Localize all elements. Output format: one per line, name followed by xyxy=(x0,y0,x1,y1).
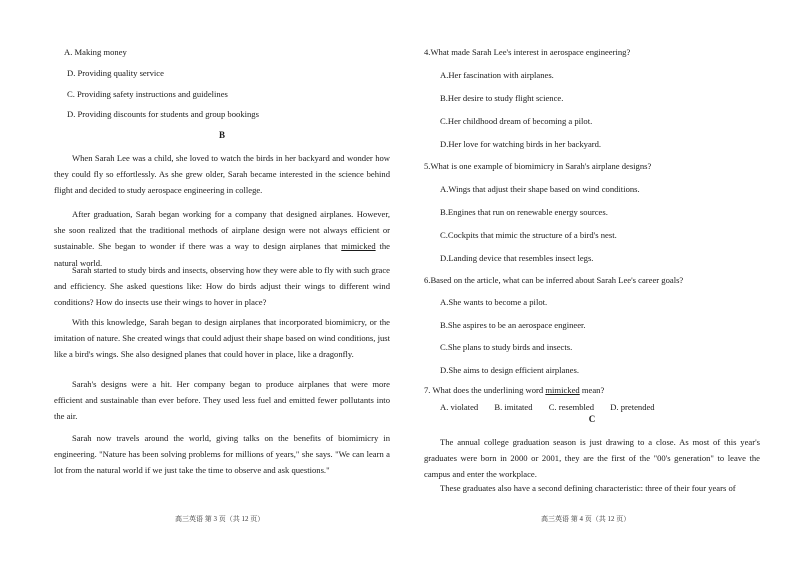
question-5-option-b: B.Engines that run on renewable energy sources. xyxy=(440,207,608,217)
question-5-option-c: C.Cockpits that mimic the structure of a bird's nest. xyxy=(440,230,617,240)
question-4-stem: 4.What made Sarah Lee's interest in aerospace engineering? xyxy=(424,47,631,57)
question-5-option-d: D.Landing device that resembles insect legs. xyxy=(440,253,594,263)
section-heading-c: C xyxy=(588,414,596,424)
question-6-stem: 6.Based on the article, what can be inferred about Sarah Lee's career goals? xyxy=(424,275,684,285)
question-7-stem xyxy=(424,385,604,395)
question-4-option-b: B.Her desire to study flight science. xyxy=(440,93,564,103)
question-5-stem: 5.What is one example of biomimicry in Sarah's airplane designs? xyxy=(424,161,652,171)
question-6-option-b: B.She aspires to be an aerospace engineer. xyxy=(440,320,586,330)
question-4-option-d: D.Her love for watching birds in her backyard. xyxy=(440,139,602,149)
page-footer-right: 高三英语 第 4 页（共 12 页） xyxy=(541,515,631,523)
question-7-option-b: B. imitated xyxy=(494,402,533,412)
question-6-option-d: D.She aims to design efficient airplanes. xyxy=(440,365,579,375)
question-7-options xyxy=(440,402,669,412)
paragraph-4: With this knowledge, Sarah began to design airplanes that incorporated biomimicry, or the imitation of nature. She created wings that could adjust their shape based on wind conditions, just like a bird's wings. She also designed planes that could hover in place, like a dragonfly. xyxy=(54,317,390,360)
question-7-mimicked: mimicked xyxy=(545,385,580,395)
paragraph-3: Sarah started to study birds and insects, observing how they were able to fly with such grace and efficiency. She asked questions like: How do birds adjust their wings to different wind conditions? How do insects use their wings to hover in place? xyxy=(54,265,390,308)
option-d-quality-service: D. Providing quality service xyxy=(67,68,164,78)
question-7-prefix: 7. What does the underlining word xyxy=(424,385,546,395)
paragraph-c-2: These graduates also have a second defining characteristic: three of their four years of xyxy=(440,483,736,493)
question-6-option-a: A.She wants to become a pilot. xyxy=(440,297,548,307)
paragraph-2-before: After graduation, Sarah began working for a company that designed airplanes. However, she soon realized that the traditional methods of airplane design were not always efficient or sustainable. She began to wonder if there was a way to design airplanes that xyxy=(54,209,390,252)
mimicked-word: mimicked xyxy=(341,241,376,252)
paragraph-1: When Sarah Lee was a child, she loved to watch the birds in her backyard and wonder how they could fly so effortlessly. As she grew older, Sarah became interested in the science behind flight and decided to study aerospace engineering in college. xyxy=(54,153,390,196)
question-7-suffix: mean? xyxy=(579,385,605,395)
paragraph-2-after: the natural world. xyxy=(54,241,390,268)
question-6-option-c: C.She plans to study birds and insects. xyxy=(440,342,573,352)
page-footer-left: 高三英语 第 3 页（共 12 页） xyxy=(175,515,265,523)
option-a-making-money: A. Making money xyxy=(64,47,127,57)
question-5-option-a: A.Wings that adjust their shape based on wind conditions. xyxy=(440,184,640,194)
section-heading-b: B xyxy=(218,130,225,140)
option-d-discounts: D. Providing discounts for students and group bookings xyxy=(67,109,259,119)
paragraph-c-1: The annual college graduation season is just drawing to a close. As most of this year's graduates were born in 2000 or 2001, they are the first of the "00's generation" to leave the campus and enter the workplace. xyxy=(424,437,760,480)
question-4-option-c: C.Her childhood dream of becoming a pilot. xyxy=(440,116,593,126)
right-page xyxy=(400,0,800,565)
paragraph-6: Sarah now travels around the world, giving talks on the benefits of biomimicry in engineering. "Nature has been solving problems for millions of years," she says. "We can learn a lot from the natural world if we just take the time to observe and ask questions." xyxy=(54,433,390,476)
paragraph-5: Sarah's designs were a hit. Her company began to produce airplanes that were more efficient and sustainable than ever before. They used less fuel and emitted fewer pollutants into the air. xyxy=(54,379,390,422)
option-c-safety: C. Providing safety instructions and guidelines xyxy=(67,89,228,99)
question-7-option-a: A. violated xyxy=(440,402,479,412)
question-7-option-c: C. resembled xyxy=(548,402,595,412)
question-7-option-d: D. pretended xyxy=(610,402,655,412)
question-4-option-a: A.Her fascination with airplanes. xyxy=(440,70,554,80)
